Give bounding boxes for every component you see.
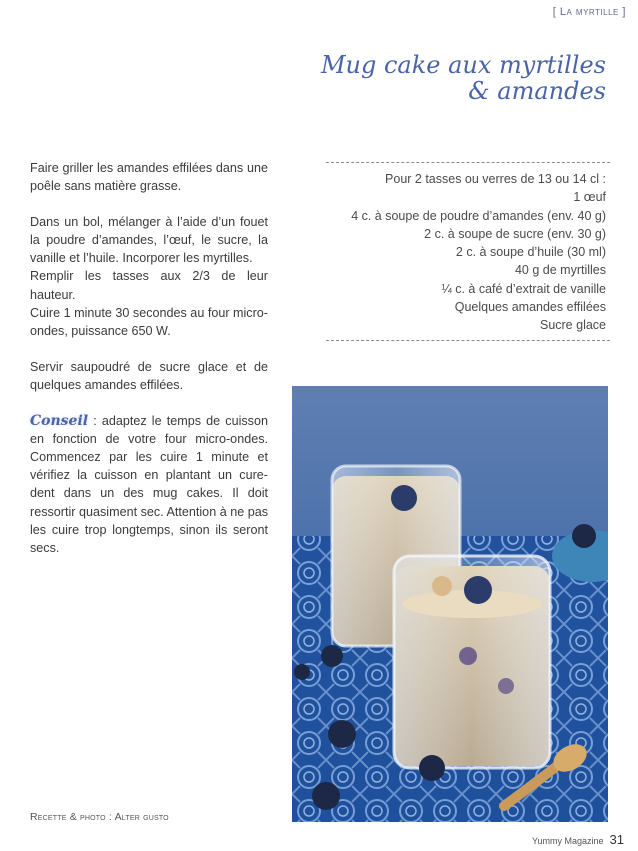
ingredient-item: 4 c. à soupe de poudre d’amandes (env. 40 g) <box>351 208 606 223</box>
page-footer <box>532 832 624 847</box>
title-line-2: & amandes <box>468 77 606 105</box>
page-number: 31 <box>609 832 624 847</box>
step-serve: Servir saupoudré de sucre glace et de quelques amandes effilées. <box>30 359 268 392</box>
divider-top <box>326 162 610 163</box>
photo-credit: Recette & photo : Alter gusto <box>30 811 169 823</box>
divider-bottom <box>326 340 610 341</box>
ingredient-item: Sucre glace <box>539 318 606 333</box>
ingredient-item: Quelques amandes effilées <box>454 300 606 315</box>
tip-text: : adaptez le temps de cuisson en fonction de votre four micro-ondes. Commencez par les cuire 1 minute et vérifiez la cuisson en plantant un cure-dent dans un des mug cakes. Il doit ressortir quasiment sec. Attention à ne pas les cuire trop longtemps, sinon ils seront secs. <box>30 414 269 555</box>
ingredients-list <box>306 170 606 335</box>
recipe-title <box>306 52 606 104</box>
recipe-photo <box>292 386 608 822</box>
step-mix: Dans un bol, mélanger à l’aide d’un fouet la poudre d’amandes, l’œuf, le sucre, la vanille et l’huile. Incorporer les myrtilles. <box>30 215 268 266</box>
tip-label: Conseil <box>30 413 89 430</box>
ingredient-item: 1 œuf <box>573 190 606 205</box>
ingredient-item: ¼ c. à café d’extrait de vanille <box>441 281 606 296</box>
title-line-1: Mug cake aux myrtilles <box>320 51 606 79</box>
magazine-name: Yummy Magazine <box>532 836 604 846</box>
ingredient-item: 2 c. à soupe d’huile (30 ml) <box>455 245 606 260</box>
recipe-steps <box>30 159 268 557</box>
step-fill: Remplir les tasses aux 2/3 de leur hauteur. <box>30 269 268 302</box>
ingredient-serving: Pour 2 tasses ou verres de 13 ou 14 cl : <box>385 172 606 186</box>
ingredient-item: 40 g de myrtilles <box>514 263 606 278</box>
step-grill: Faire griller les amandes effilées dans une poêle sans matière grasse. <box>30 161 268 194</box>
step-cook: Cuire 1 minute 30 secondes au four micro-ondes, puissance 650 W. <box>30 305 268 338</box>
tip-paragraph <box>30 412 268 557</box>
ingredient-item: 2 c. à soupe de sucre (env. 30 g) <box>424 226 606 241</box>
section-tag: [ La myrtille ] <box>552 6 626 18</box>
